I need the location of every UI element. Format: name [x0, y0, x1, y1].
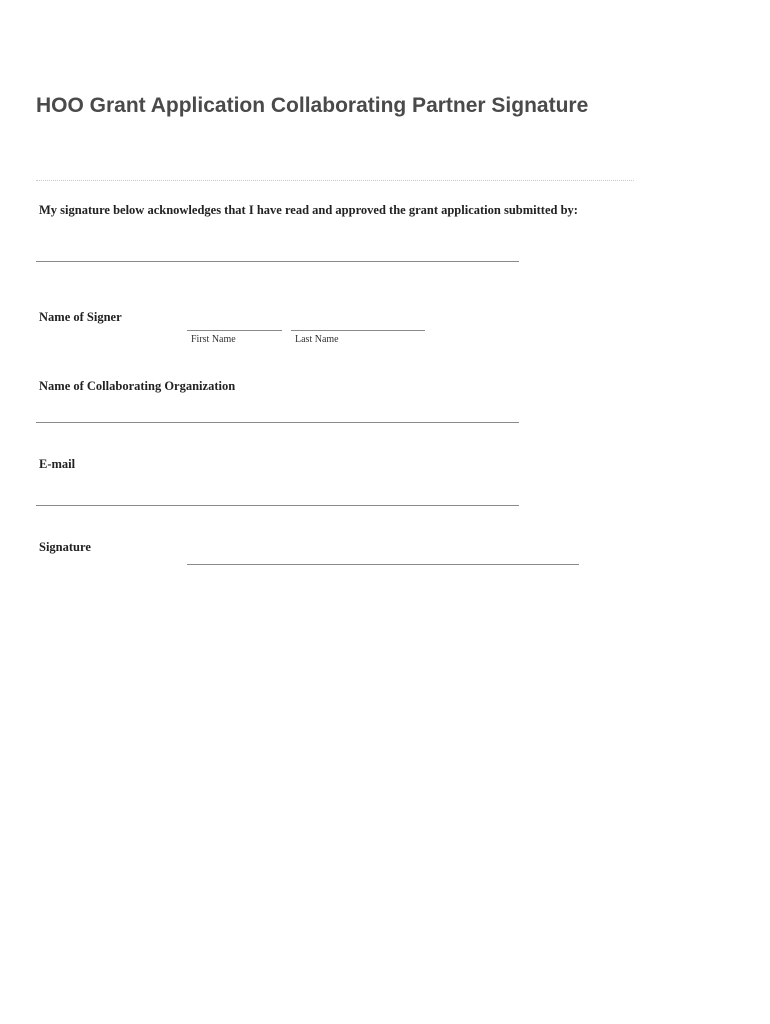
- signature-field[interactable]: [187, 564, 579, 565]
- signature-label: Signature: [39, 540, 91, 554]
- last-name-field[interactable]: [291, 330, 425, 331]
- last-name-label: Last Name: [295, 334, 339, 345]
- submitted-by-field[interactable]: [36, 261, 519, 262]
- email-field[interactable]: [36, 505, 519, 506]
- email-label: E-mail: [39, 457, 76, 471]
- title-divider: [36, 180, 634, 181]
- organization-field[interactable]: [36, 422, 519, 423]
- first-name-field[interactable]: [187, 330, 282, 331]
- organization-label: Name of Collaborating Organization: [39, 379, 236, 393]
- name-of-signer-label: Name of Signer: [39, 310, 122, 324]
- first-name-label: First Name: [191, 334, 236, 345]
- page-title: HOO Grant Application Collaborating Partner Signature: [36, 94, 589, 117]
- acknowledgement-text: My signature below acknowledges that I have read and approved the grant application submitted by:: [39, 203, 578, 217]
